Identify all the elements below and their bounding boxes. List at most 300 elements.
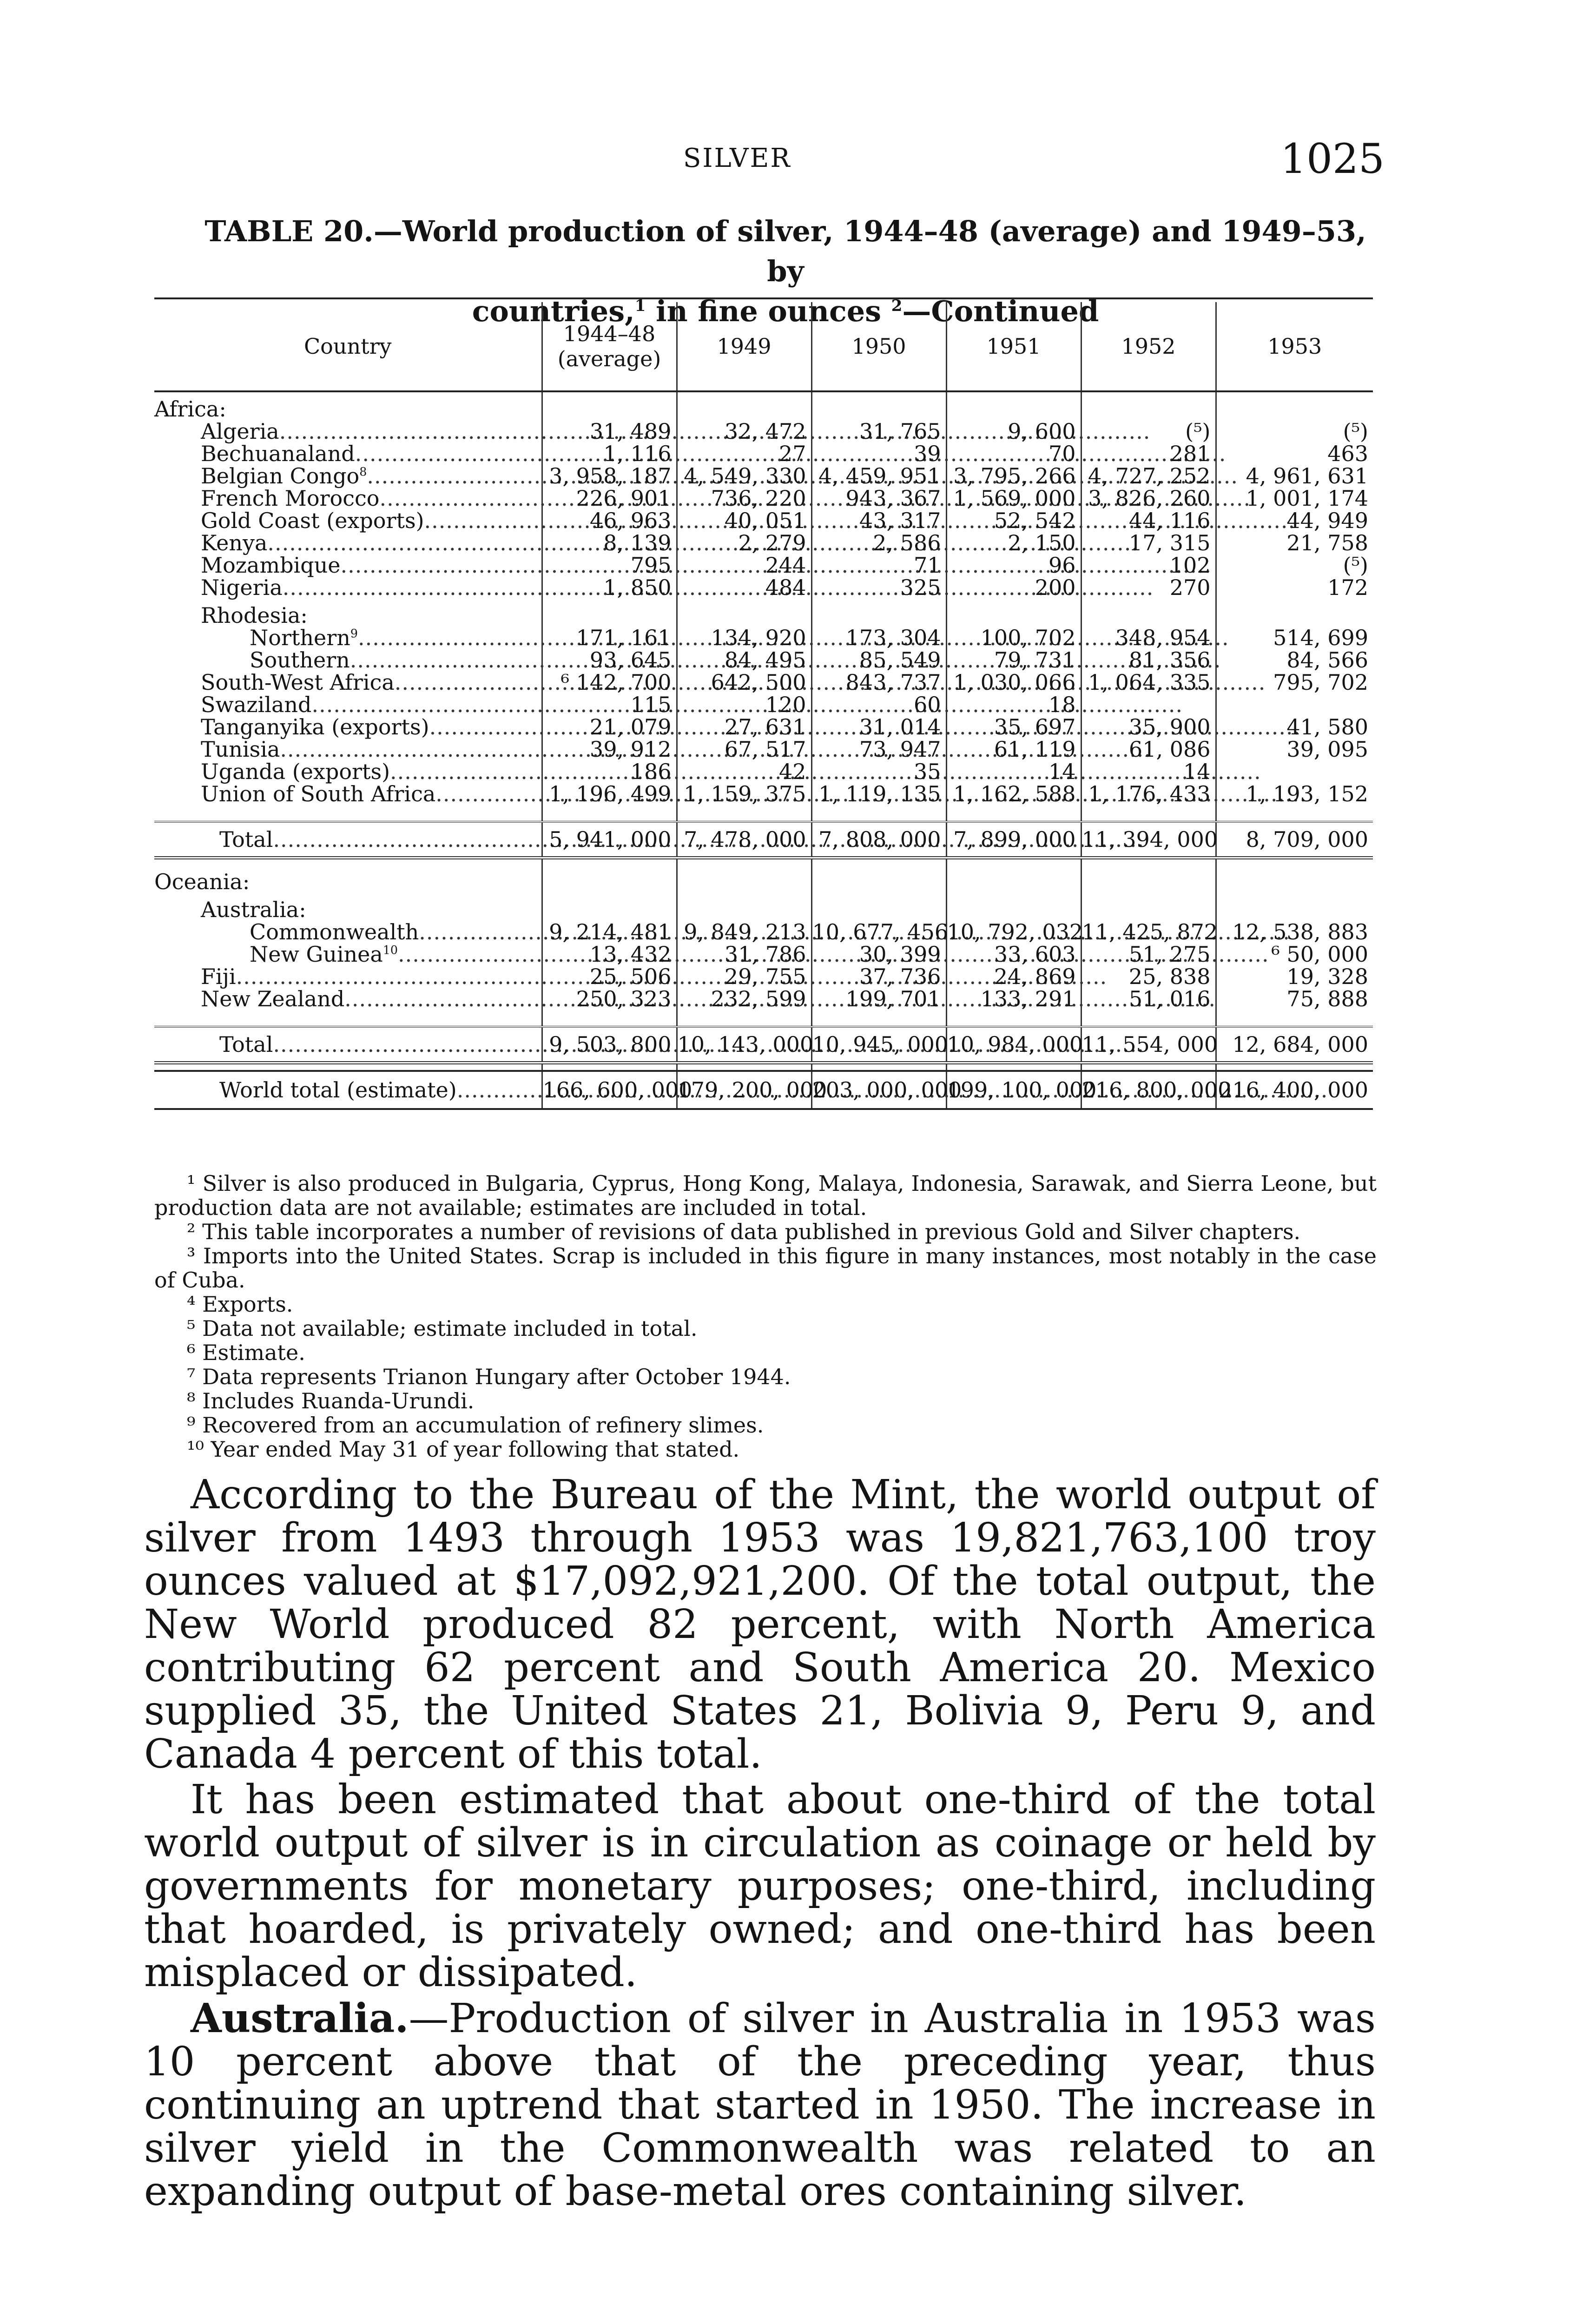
country-cell: [154, 693, 542, 716]
value-cell: 115: [542, 693, 677, 716]
col-country: Country: [154, 302, 542, 391]
col-1951: 1951: [946, 302, 1081, 391]
value-cell: 35, 900: [1081, 716, 1216, 738]
table-row: [154, 442, 1373, 465]
country-cell: [154, 965, 542, 988]
value-cell: [1216, 693, 1373, 716]
value-cell: 18: [946, 693, 1081, 716]
value-cell: 348, 954: [1081, 627, 1216, 649]
value-cell: 33, 603: [946, 943, 1081, 965]
value-cell: 134, 920: [677, 627, 811, 649]
empty-cell: [677, 805, 811, 822]
country-name: Total: [219, 1032, 273, 1057]
spacer-row: [154, 858, 1373, 865]
country-cell: [154, 988, 542, 1010]
empty-cell: [1216, 858, 1373, 865]
value-cell: 2, 150: [946, 532, 1081, 554]
table-row: [154, 649, 1373, 671]
country-cell: [154, 760, 542, 783]
country-name: Tunisia: [201, 737, 280, 762]
value-cell: 12, 684, 000: [1216, 1027, 1373, 1063]
empty-cell: [1081, 805, 1216, 822]
country-cell: [154, 783, 542, 805]
value-cell: 120: [677, 693, 811, 716]
value-cell: 484: [677, 576, 811, 599]
value-cell: 8, 139: [542, 532, 677, 554]
value-cell: 1, 193, 152: [1216, 783, 1373, 805]
value-cell: 173, 304: [811, 627, 946, 649]
value-cell: 4, 961, 631: [1216, 465, 1373, 487]
value-cell: 3, 958, 187: [542, 465, 677, 487]
empty-cell: [677, 858, 811, 865]
spacer-row: [154, 1010, 1373, 1027]
value-cell: 9, 214, 481: [542, 921, 677, 943]
table-row: [154, 627, 1373, 649]
value-cell: 60: [811, 693, 946, 716]
leader-dots: [283, 575, 1154, 600]
value-cell: 39: [811, 442, 946, 465]
value-cell: 200: [946, 576, 1081, 599]
value-cell: 102: [1081, 554, 1216, 576]
world-total-row: [154, 1071, 1373, 1109]
value-cell: 84, 495: [677, 649, 811, 671]
value-cell: ⁶ 142, 700: [542, 671, 677, 693]
value-cell: 10, 143, 000: [677, 1027, 811, 1063]
value-cell: 250, 323: [542, 988, 677, 1010]
empty-cell: [946, 805, 1081, 822]
empty-cell: [677, 893, 811, 921]
empty-cell: [811, 865, 946, 893]
spacer-row: [154, 1063, 1373, 1071]
footnote: ⁹ Recovered from an accumulation of refinery slimes.: [187, 1413, 764, 1438]
value-cell: 7, 478, 000: [677, 822, 811, 858]
value-cell: 7, 899, 000: [946, 822, 1081, 858]
value-cell: 2, 586: [811, 532, 946, 554]
col-average-line-1: 1944–48: [563, 321, 656, 346]
value-cell: 35, 697: [946, 716, 1081, 738]
table-row: [154, 532, 1373, 554]
value-cell: ⁶ 50, 000: [1216, 943, 1373, 965]
leader-dots: [236, 964, 1108, 989]
country-cell: [154, 554, 542, 576]
value-cell: 1, 569, 000: [946, 487, 1081, 509]
col-1952: 1952: [1081, 302, 1216, 391]
value-cell: 21, 758: [1216, 532, 1373, 554]
value-cell: 7, 808, 000: [811, 822, 946, 858]
footnote: ¹ Silver is also produced in Bulgaria, Cyprus, Hong Kong, Malaya, Indonesia, Sarawak, and Sierra Leone, but production data are not available; estimates are included in total.: [154, 1171, 1377, 1220]
value-cell: 199, 100, 000: [946, 1071, 1081, 1109]
country-cell: [154, 509, 542, 532]
footnote: ² This table incorporates a number of revisions of data published in previous Gold and Silver chapters.: [187, 1219, 1301, 1244]
value-cell: 4, 459, 951: [811, 465, 946, 487]
country-name: New Guinea: [250, 942, 383, 967]
country-name: World total (estimate): [219, 1077, 457, 1103]
value-cell: 2, 279: [677, 532, 811, 554]
value-cell: 39, 095: [1216, 738, 1373, 760]
value-cell: 67, 517: [677, 738, 811, 760]
country-cell: [154, 716, 542, 738]
empty-cell: [811, 805, 946, 822]
value-cell: 51, 016: [1081, 988, 1216, 1010]
footnote-marker: 1: [634, 296, 646, 315]
value-cell: 30, 399: [811, 943, 946, 965]
spacer-row: [154, 805, 1373, 822]
country-cell: [154, 465, 542, 487]
country-name: Bechuanaland: [201, 441, 355, 466]
caption-text: in fine ounces: [646, 294, 891, 328]
table-row: [154, 716, 1373, 738]
value-cell: 186: [542, 760, 677, 783]
value-cell: 3, 826, 260: [1081, 487, 1216, 509]
empty-cell: [1081, 858, 1216, 865]
value-cell: 1, 196, 499: [542, 783, 677, 805]
value-cell: 270: [1081, 576, 1216, 599]
value-cell: 943, 367: [811, 487, 946, 509]
empty-cell: [946, 858, 1081, 865]
empty-cell: [946, 391, 1081, 420]
value-cell: 736, 220: [677, 487, 811, 509]
value-cell: 31, 014: [811, 716, 946, 738]
footnote: ¹⁰ Year ended May 31 of year following that stated.: [187, 1437, 740, 1462]
leader-dots: [390, 759, 1261, 784]
value-cell: 71: [811, 554, 946, 576]
value-cell: 1, 119, 135: [811, 783, 946, 805]
empty-cell: [1216, 805, 1373, 822]
value-cell: 42: [677, 760, 811, 783]
value-cell: (⁵): [1216, 554, 1373, 576]
empty-cell: [154, 1010, 542, 1027]
caption-text: —Continued: [902, 294, 1099, 328]
australia-label-row: [154, 893, 1373, 921]
silver-production-table: [154, 302, 1373, 1110]
value-cell: 10, 677, 456: [812, 919, 949, 944]
country-name: New Zealand: [201, 986, 345, 1011]
total-row: [154, 822, 1373, 858]
body-text: [144, 1473, 1376, 2216]
oceania-label-row: [154, 865, 1373, 893]
empty-cell: [946, 893, 1081, 921]
empty-cell: [1216, 599, 1373, 627]
value-cell: 73, 947: [811, 738, 946, 760]
value-cell: 84, 566: [1216, 649, 1373, 671]
empty-cell: [946, 1063, 1081, 1071]
value-cell: 179, 200, 000: [677, 1071, 811, 1109]
footnote: ⁵ Data not available; estimate included in total.: [187, 1316, 698, 1341]
empty-cell: [1216, 893, 1373, 921]
empty-cell: [542, 865, 677, 893]
value-cell: 100, 702: [946, 627, 1081, 649]
country-name: Nigeria: [201, 575, 283, 600]
country-cell: [154, 943, 542, 965]
value-cell: 12, 538, 883: [1216, 921, 1373, 943]
value-cell: 795, 702: [1216, 671, 1373, 693]
total-row: [154, 1027, 1373, 1063]
value-cell: 14: [1081, 760, 1216, 783]
footnote-marker: 2: [891, 296, 903, 315]
country-name: Algeria: [201, 419, 279, 444]
empty-cell: [677, 391, 811, 420]
value-cell: 21, 079: [542, 716, 677, 738]
value-cell: 843, 737: [811, 671, 946, 693]
table-top-rule: [154, 297, 1373, 299]
col-average: [542, 302, 677, 391]
table-row: [154, 988, 1373, 1010]
table-row: [154, 554, 1373, 576]
value-cell: 25, 838: [1081, 965, 1216, 988]
empty-cell: [1216, 1063, 1373, 1071]
value-cell: 216, 400, 000: [1216, 1071, 1373, 1109]
section-label: Australia:: [201, 897, 306, 922]
empty-cell: [542, 858, 677, 865]
value-cell: 4, 727, 252: [1081, 465, 1216, 487]
col-1949: 1949: [677, 302, 811, 391]
country-name: Southern: [250, 647, 350, 673]
empty-cell: [542, 599, 677, 627]
empty-cell: [946, 599, 1081, 627]
table-row: [154, 921, 1373, 943]
country-name: French Morocco: [201, 486, 380, 511]
value-cell: 31, 489: [542, 420, 677, 442]
value-cell: 9, 849, 213: [677, 921, 811, 943]
empty-cell: [677, 599, 811, 627]
value-cell: 203, 000, 000: [811, 1071, 946, 1109]
value-cell: 96: [946, 554, 1081, 576]
empty-cell: [677, 1010, 811, 1027]
value-cell: 463: [1216, 442, 1373, 465]
footnote-marker: 8: [359, 465, 367, 479]
value-cell: 25, 506: [542, 965, 677, 988]
empty-cell: [811, 391, 946, 420]
value-cell: 43, 317: [811, 509, 946, 532]
empty-cell: [677, 1063, 811, 1071]
empty-cell: [811, 858, 946, 865]
empty-cell: [154, 805, 542, 822]
value-cell: 31, 765: [811, 420, 946, 442]
value-cell: 27: [677, 442, 811, 465]
footnotes: [154, 1171, 1377, 1461]
value-cell: 79, 731: [946, 649, 1081, 671]
empty-cell: [154, 858, 542, 865]
value-cell: 46, 963: [542, 509, 677, 532]
col-1953: 1953: [1216, 302, 1373, 391]
value-cell: 199, 701: [811, 988, 946, 1010]
country-cell: [154, 627, 542, 649]
value-cell: (⁵): [1216, 420, 1373, 442]
empty-cell: [811, 1010, 946, 1027]
value-cell: 795: [542, 554, 677, 576]
country-cell: [154, 487, 542, 509]
value-cell: 1, 001, 174: [1216, 487, 1373, 509]
value-cell: 41, 580: [1216, 716, 1373, 738]
country-name: Gold Coast (exports): [201, 508, 424, 533]
value-cell: 8, 709, 000: [1216, 822, 1373, 858]
value-cell: 93, 645: [542, 649, 677, 671]
value-cell: 39, 912: [542, 738, 677, 760]
page-header: [0, 135, 1576, 191]
value-cell: 281: [1081, 442, 1216, 465]
table-row: [154, 671, 1373, 693]
value-cell: 35: [811, 760, 946, 783]
value-cell: 9, 600: [946, 420, 1081, 442]
empty-cell: [946, 1010, 1081, 1027]
value-cell: 31, 786: [677, 943, 811, 965]
value-cell: 19, 328: [1216, 965, 1373, 988]
table-row: [154, 420, 1373, 442]
value-cell: 171, 161: [542, 627, 677, 649]
value-cell: 325: [811, 576, 946, 599]
empty-cell: [1081, 391, 1216, 420]
value-cell: 32, 472: [677, 420, 811, 442]
col-1950: 1950: [811, 302, 946, 391]
paragraph-body: —Production of silver in Australia in 1953 was 10 percent above that of the preceding year, thus continuing an uptrend that started in 1950. The increase in silver yield in the Commonwealth was related to an expanding output of base-metal ores containing silver.: [144, 1995, 1376, 2215]
empty-cell: [1081, 599, 1216, 627]
value-cell: 9, 503, 800: [542, 1027, 677, 1063]
empty-cell: [677, 865, 811, 893]
value-cell: 61, 119: [946, 738, 1081, 760]
value-cell: 75, 888: [1216, 988, 1373, 1010]
empty-cell: [811, 1063, 946, 1071]
running-head: SILVER: [683, 143, 791, 173]
empty-cell: [542, 1010, 677, 1027]
table-row: [154, 943, 1373, 965]
empty-cell: [154, 1063, 542, 1071]
value-cell: 61, 086: [1081, 738, 1216, 760]
country-cell: [154, 532, 542, 554]
country-cell: [154, 671, 542, 693]
country-cell: [154, 738, 542, 760]
table-header: [154, 302, 1373, 391]
country-name: South-West Africa: [201, 670, 395, 695]
country-cell: [154, 1071, 542, 1109]
footnote: ⁸ Includes Ruanda-Urundi.: [187, 1388, 475, 1413]
country-name: Union of South Africa: [201, 781, 436, 806]
value-cell: 70: [946, 442, 1081, 465]
empty-cell: [946, 865, 1081, 893]
value-cell: 642, 500: [677, 671, 811, 693]
empty-cell: [811, 893, 946, 921]
footnote-marker: 10: [382, 943, 398, 957]
table-row: [154, 760, 1373, 783]
value-cell: (⁵): [1081, 420, 1216, 442]
paragraph-1: According to the Bureau of the Mint, the world output of silver from 1493 through 1953 was 19,821,763,100 troy ounces valued at $17,092,921,200. Of the total output, the New World produced 82 percent, with North America contributing 62 percent and South America 20. Mexico supplied 35, the United States 21, Bolivia 9, Peru 9, and Canada 4 percent of this total.: [144, 1472, 1376, 1777]
country-cell: [154, 1027, 542, 1063]
paragraph-3: [144, 1997, 1376, 2213]
value-cell: 172: [1216, 576, 1373, 599]
section-label: Africa:: [154, 396, 226, 422]
value-cell: 29, 755: [677, 965, 811, 988]
value-cell: 14: [946, 760, 1081, 783]
empty-cell: [542, 805, 677, 822]
value-cell: 133, 291: [946, 988, 1081, 1010]
value-cell: 1, 176, 433: [1081, 783, 1216, 805]
country-name: Mozambique: [201, 553, 341, 578]
value-cell: 85, 549: [811, 649, 946, 671]
value-cell: 11, 394, 000: [1081, 822, 1216, 858]
value-cell: 1, 162, 588: [946, 783, 1081, 805]
empty-cell: [1216, 391, 1373, 420]
value-cell: 1, 064, 335: [1081, 671, 1216, 693]
value-cell: 514, 699: [1216, 627, 1373, 649]
country-cell: [154, 649, 542, 671]
value-cell: 216, 800, 000: [1081, 1071, 1216, 1109]
footnote: ⁴ Exports.: [187, 1292, 293, 1317]
value-cell: 226, 901: [542, 487, 677, 509]
table-row: [154, 783, 1373, 805]
country-name: Tanganyika (exports): [201, 714, 429, 739]
value-cell: 166, 600, 000: [542, 1071, 677, 1109]
value-cell: 1, 116: [542, 442, 677, 465]
value-cell: 44, 949: [1216, 509, 1373, 532]
table-row: [154, 576, 1373, 599]
value-cell: 1, 030, 066: [946, 671, 1081, 693]
value-cell: 40, 051: [677, 509, 811, 532]
country-cell: [154, 576, 542, 599]
empty-cell: [1081, 865, 1216, 893]
value-cell: 11, 554, 000: [1081, 1027, 1216, 1063]
value-cell: 37, 736: [811, 965, 946, 988]
country-name: Kenya: [201, 530, 268, 555]
empty-cell: [542, 391, 677, 420]
empty-cell: [542, 893, 677, 921]
value-cell: 11, 425, 872: [1081, 919, 1218, 944]
caption-text: countries,: [472, 294, 635, 328]
value-cell: 232, 599: [677, 988, 811, 1010]
country-name: Northern: [250, 625, 350, 650]
empty-cell: [1216, 1010, 1373, 1027]
table-body: [154, 391, 1373, 1109]
empty-cell: [1081, 893, 1216, 921]
empty-cell: [811, 599, 946, 627]
value-cell: 52, 542: [946, 509, 1081, 532]
country-name: Commonwealth: [250, 919, 419, 944]
value-cell: 4, 549, 330: [677, 465, 811, 487]
table-row: [154, 509, 1373, 532]
table-row: [154, 693, 1373, 716]
value-cell: 81, 356: [1081, 649, 1216, 671]
empty-cell: [542, 1063, 677, 1071]
value-cell: 24, 869: [946, 965, 1081, 988]
value-cell: 5, 941, 000: [542, 822, 677, 858]
value-cell: 10, 945, 000: [811, 1027, 946, 1063]
rhodesia-label-row: [154, 599, 1373, 627]
value-cell: 3, 795, 266: [946, 465, 1081, 487]
footnote: ³ Imports into the United States. Scrap is included in this figure in many instances, most notably in the case of Cuba.: [154, 1243, 1377, 1293]
country-name: Fiji: [201, 964, 236, 989]
country-name: Uganda (exports): [201, 759, 390, 784]
value-cell: 10, 984, 000: [946, 1027, 1081, 1063]
section-label: Rhodesia:: [201, 603, 308, 628]
africa-label-row: [154, 391, 1373, 420]
table-row: [154, 465, 1373, 487]
col-average-line-2: (average): [557, 346, 661, 371]
country-cell: [154, 442, 542, 465]
page-number: 1025: [1280, 135, 1385, 183]
empty-cell: [1081, 1010, 1216, 1027]
footnote: ⁷ Data represents Trianon Hungary after October 1944.: [187, 1364, 791, 1389]
section-label: Oceania:: [154, 869, 250, 894]
value-cell: 51, 275: [1081, 943, 1216, 965]
empty-cell: [1216, 865, 1373, 893]
table-row: [154, 487, 1373, 509]
caption-line-1: TABLE 20.—World production of silver, 1944–48 (average) and 1949–53, by: [204, 214, 1366, 288]
footnote: ⁶ Estimate.: [187, 1340, 305, 1365]
value-cell: 17, 315: [1081, 532, 1216, 554]
value-cell: 1, 159, 375: [677, 783, 811, 805]
country-name: Swaziland: [201, 692, 312, 717]
country-name: Total: [219, 827, 273, 852]
table-row: [154, 965, 1373, 988]
empty-cell: [1081, 1063, 1216, 1071]
